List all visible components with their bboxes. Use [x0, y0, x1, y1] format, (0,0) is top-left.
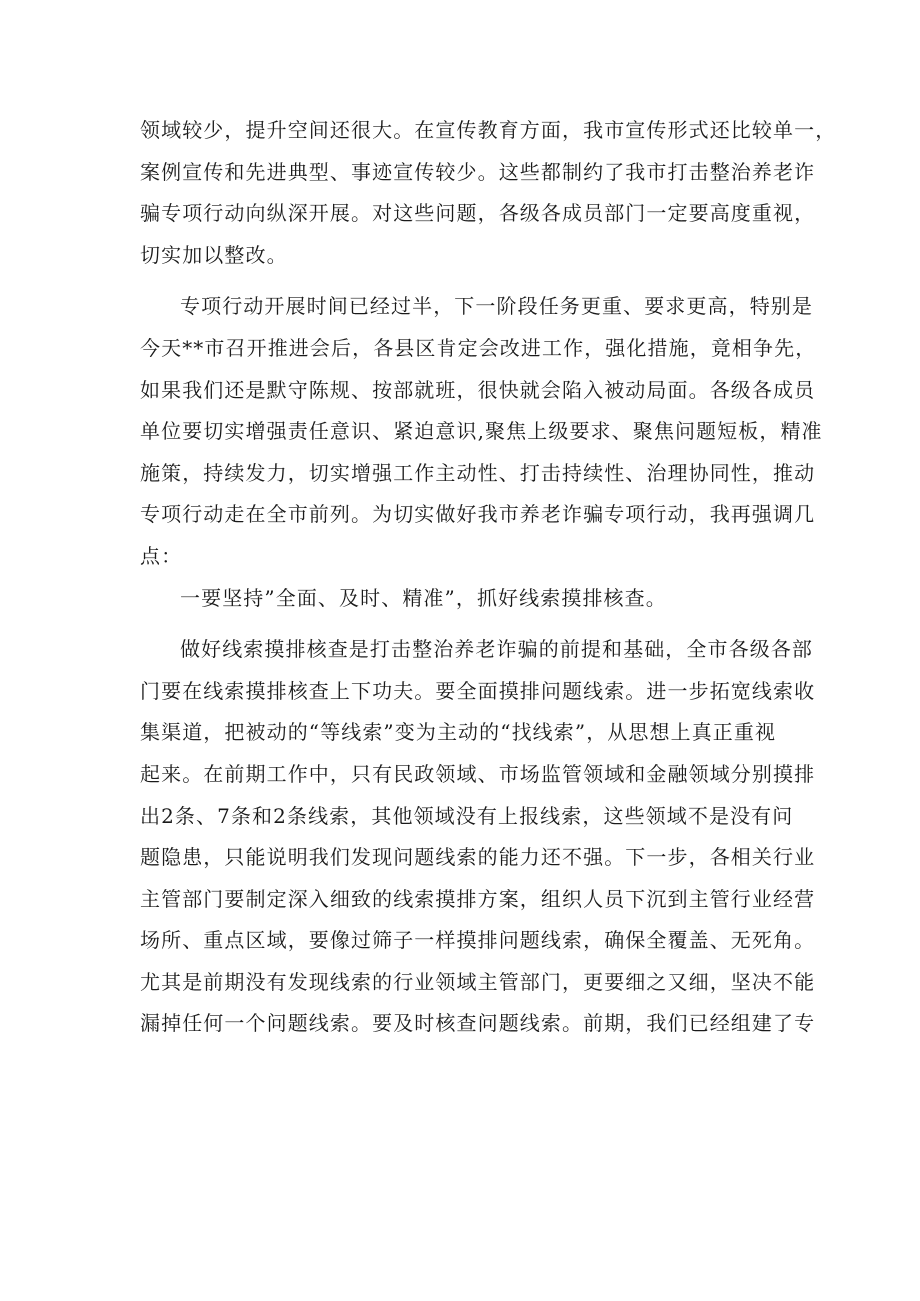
section-heading [140, 578, 800, 620]
text-line: 题隐患，只能说明我们发现问题线索的能力还不强。下一步，各相关行业 [140, 845, 816, 870]
text-line: 切实加以整改。 [140, 242, 288, 267]
text-line: 案例宣传和先进典型、事迹宣传较少。这些都制约了我市打击整治养老诈 [140, 159, 816, 184]
text-line: 起来。在前期工作中，只有民政领域、市场监管领域和金融领域分别摸排 [140, 761, 816, 786]
text-line: 专项行动走在全市前列。为切实做好我市养老诈骗专项行动，我再强调几 [140, 502, 816, 527]
text-line: 施策，持续发力，切实增强工作主动性、打击持续性、治理协同性，推动 [140, 460, 816, 485]
text-line: 漏掉任何一个问题线索。要及时核查问题线索。前期，我们已经组建了专 [140, 1011, 816, 1036]
text-line: 专项行动开展时间已经过半，下一阶段任务更重、要求更高，特别是 [180, 294, 813, 319]
text-line: 单位要切实增强责任意识、紧迫意识,聚焦上级要求、聚焦问题短板，精准 [140, 419, 823, 444]
text-line: 门要在线索摸排核查上下功夫。要全面摸排问题线索。进一步拓宽线索收 [140, 678, 816, 703]
paragraph [140, 286, 823, 577]
text-line: 主管部门要制定深入细致的线索摸排方案，组织人员下沉到主管行业经营 [140, 886, 816, 911]
document-body [140, 110, 837, 1045]
text-line: 出2条、7条和2条线索，其他领域没有上报线索，这些领域不是没有问 [140, 803, 794, 828]
text-line: 场所、重点区域，要像过筛子一样摸排问题线索，确保全覆盖、无死角。 [140, 928, 816, 953]
text-line: 一要坚持”全面、及时、精准”，抓好线索摸排核查。 [180, 585, 667, 610]
text-line: 点： [140, 543, 183, 568]
text-line: 骗专项行动向纵深开展。对这些问题，各级各成员部门一定要高度重视， [140, 201, 816, 226]
text-line: 今天**市召开推进会后，各县区肯定会改进工作，强化措施，竟相争先， [140, 335, 817, 360]
text-line: 如果我们还是默守陈规、按部就班，很快就会陷入被动局面。各级各成员 [140, 377, 816, 402]
text-line: 领域较少，提升空间还很大。在宣传教育方面，我市宣传形式还比较单一， [140, 118, 837, 142]
paragraph [140, 629, 816, 1045]
paragraph [140, 110, 837, 276]
text-line: 集渠道，把被动的“等线索”变为主动的“找线索”，从思想上真正重视 [140, 720, 777, 745]
text-line: 做好线索摸排核查是打击整治养老诈骗的前提和基础，全市各级各部 [180, 637, 813, 662]
text-line: 尤其是前期没有发现线索的行业领域主管部门，更要细之又细，坚决不能 [140, 969, 816, 994]
